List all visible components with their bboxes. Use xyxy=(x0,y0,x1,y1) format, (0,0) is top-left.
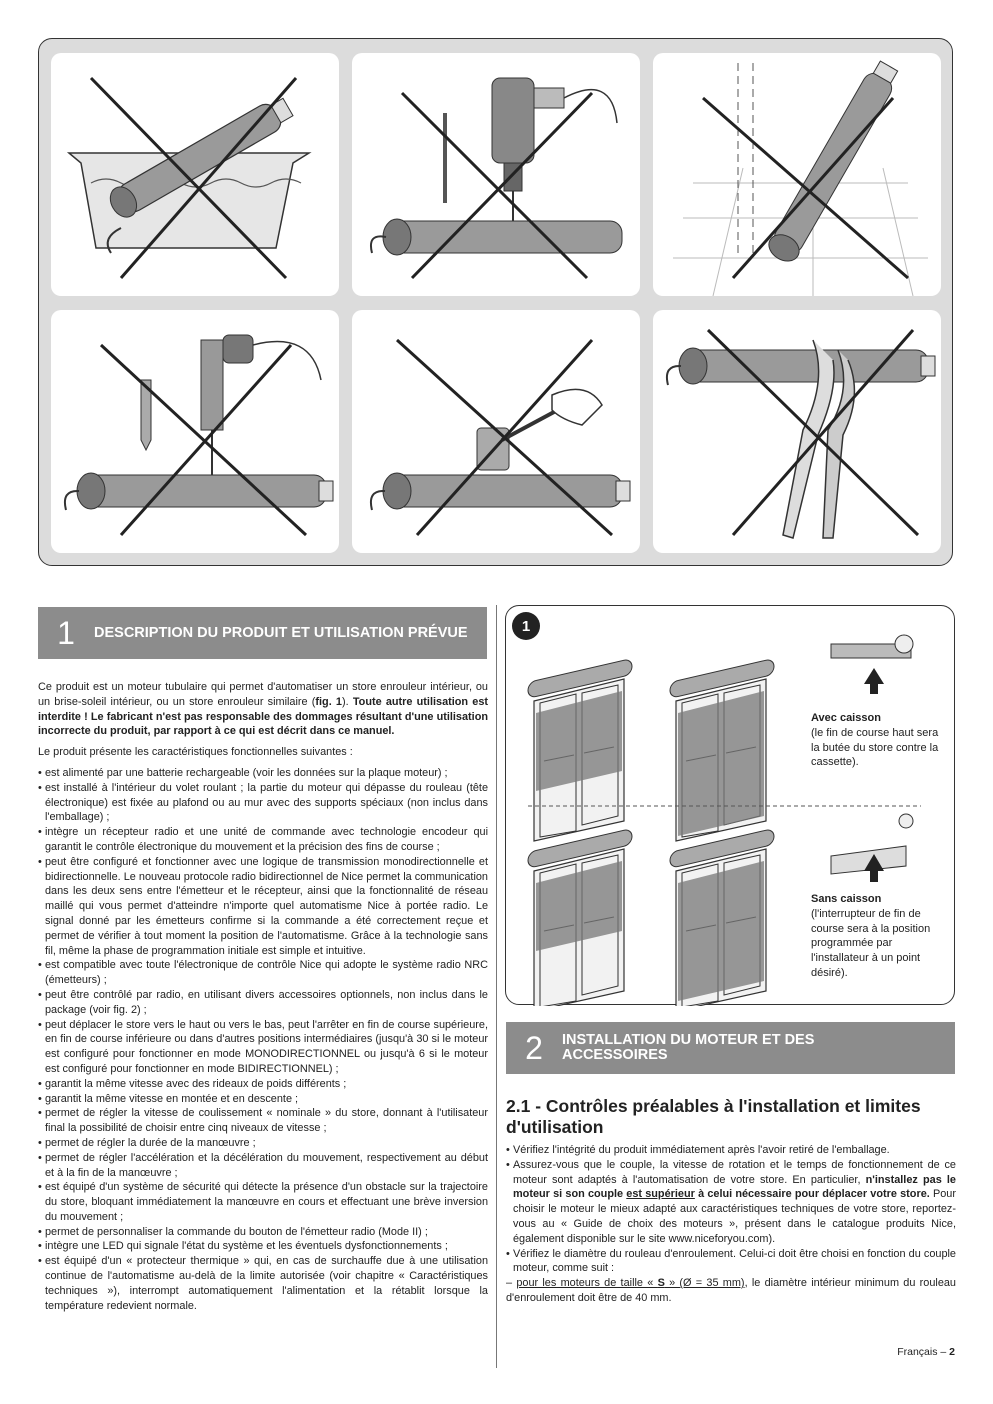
features-list xyxy=(38,766,488,1313)
diameter-rule: – pour les moteurs de taille « S » (Ø = 35 mm), le diamètre intérieur minimum du rouleau d'enroulement doit être de 40 mm. xyxy=(506,1277,956,1304)
feature-item: • est installé à l'intérieur du volet roulant ; la partie du moteur qui dépasse du rouleau (tête électronique) est fixée au plafond ou au mur avec des supports spéciaux (non inclus dans l'emballage) ; xyxy=(38,781,488,825)
warnings-illustration-frame xyxy=(38,38,953,566)
section-2-title: INSTALLATION DU MOTEUR ET DES ACCESSOIRES xyxy=(562,1032,815,1063)
torque-guide-text: Pour choisir le moteur le mieux adapté aux caractéristiques techniques de votre store, reportez-vous au « Guide de choix des moteurs », présent dans le catalogue produits Nice, également disponible sur le site www.niceforyou.com). xyxy=(513,1188,956,1245)
features-lead: Le produit présente les caractéristiques fonctionnelles suivantes : xyxy=(38,746,353,759)
no-drilling-illustration xyxy=(352,53,640,296)
feature-item: • permet de personnaliser la commande du bouton de l'émetteur radio (Mode II) ; xyxy=(38,1225,488,1240)
feature-item: • peut être contrôlé par radio, en utilisant divers accessoires optionnels, non inclus dans le package (voir fig. 2) ; xyxy=(38,988,488,1018)
section-2-number: 2 xyxy=(525,1029,543,1066)
section-1-header xyxy=(38,607,487,659)
column-divider xyxy=(496,605,497,1368)
section-1-title: DESCRIPTION DU PRODUIT ET UTILISATION PRÉVUE xyxy=(94,624,468,641)
sans-caisson-title: Sans caisson xyxy=(811,893,882,905)
feature-item: • permet de régler la durée de la manœuvre ; xyxy=(38,1136,488,1151)
figure-1-frame xyxy=(505,605,955,1005)
diameter-rule-a: pour les moteurs de taille « xyxy=(516,1277,658,1290)
avec-caisson-text: (le fin de course haut sera la butée du store contre la cassette). xyxy=(811,726,939,769)
torque-text: Assurez-vous que le couple, la vitesse de rotation et le temps de fonctionnement de ce moteur sont adaptés à l'automatisation de votre store. En particulier, xyxy=(513,1158,956,1186)
section-1-body xyxy=(38,680,488,1313)
no-dropping-illustration xyxy=(653,53,941,296)
sans-caisson-caption xyxy=(811,892,946,981)
intro-fig-ref: fig. 1 xyxy=(315,695,342,708)
section-1-number: 1 xyxy=(57,614,75,651)
subsection-2-1-title: 2.1 - Contrôles préalables à l'installation et limites d'utilisation xyxy=(506,1096,921,1137)
check-item-torque xyxy=(506,1158,956,1247)
figure-1-badge: 1 xyxy=(512,612,540,640)
torque-warning-a: n'installez pas le moteur si son couple xyxy=(513,1173,956,1201)
no-pliers-illustration xyxy=(653,310,941,553)
avec-caisson-title: Avec caisson xyxy=(811,712,881,724)
feature-item: • est alimenté par une batterie rechargeable (voir les données sur la plaque moteur) ; xyxy=(38,766,488,781)
check-item: • Vérifiez l'intégrité du produit immédiatement après l'avoir retiré de l'emballage. xyxy=(506,1143,956,1158)
feature-item: • peut déplacer le store vers le haut ou vers le bas, peut l'arrêter en fin de course supérieure, en fin de course inférieure ou dans d'autres positions intermédiaires (jusqu'à 30 si le moteur est configuré pour fonctionner en mode MONODIRECTIONNEL ou jusqu'à 6 si le moteur est configuré pour fonctionner en mode BIDIRECTIONNEL) ; xyxy=(38,1018,488,1077)
intro-close: ). xyxy=(341,695,353,708)
feature-item: • peut être configuré et fonctionner avec une logique de transmission monodirectionnelle et bidirectionnelle. Le nouveau protocole radio bidirectionnel de Nice permet la communication dans les deux sens entre l'émetteur et le récepteur, ainsi que la fonctionnalité de réseau maillé qui vous permet d'atteindre n'importe quel automatisme Nice à portée radio. Le signal donné par les émetteurs confirme si la commande a été correctement reçue et permet de vérifier à tout moment la position de l'automatisme. Grâce à la technologie sans fil, même la phase de programmation initiale est simple et intuitive. xyxy=(38,855,488,959)
avec-caisson-caption xyxy=(811,711,946,770)
checks-list xyxy=(506,1143,956,1276)
check-item-diameter: • Vérifiez le diamètre du rouleau d'enroulement. Celui-ci doit être choisi en fonction du couple moteur, comme suit : xyxy=(506,1247,956,1277)
feature-item: • est compatible avec toute l'électronique de contrôle Nice qui adopte le système radio NRC (émetteurs) ; xyxy=(38,958,488,988)
torque-warning-b: à celui nécessaire pour déplacer votre store. xyxy=(694,1188,930,1201)
feature-item: • permet de régler la vitesse de coulissement « nominale » du store, donnant à l'utilisateur final la possibilité de choisir entre cinq niveaux de vitesse ; xyxy=(38,1106,488,1136)
no-water-immersion-illustration xyxy=(51,53,339,296)
feature-item: • intègre une LED qui signale l'état du système et les éventuels dysfonctionnements ; xyxy=(38,1239,488,1254)
feature-item: • est équipé d'un « protecteur thermique » qui, en cas de surchauffe due à une utilisation continue de l'automatisme au-delà de la limite autorisée (voir chapitre « Caractéristiques techniques »), interrompt automatiquement l'alimentation et la rétablit lorsque la température redevient normale. xyxy=(38,1254,488,1313)
intro-paragraph xyxy=(38,680,488,739)
torque-warning-underlined: est supérieur xyxy=(626,1188,695,1201)
section-2-header xyxy=(506,1022,955,1074)
sans-caisson-text: (l'interrupteur de fin de course sera à la position programmée par l'installateur à un point désiré). xyxy=(811,907,931,979)
no-hammering-illustration xyxy=(352,310,640,553)
feature-item: • est équipé d'un système de sécurité qui détecte la présence d'un obstacle sur la trajectoire du store, bloquant immédiatement la manœuvre en cours et effectuant une brève inversion du mouvement ; xyxy=(38,1180,488,1224)
no-screwing-illustration xyxy=(51,310,339,553)
section-2-1-body xyxy=(506,1143,956,1306)
page-footer xyxy=(897,1346,955,1358)
feature-item: • garantit la même vitesse en montée et en descente ; xyxy=(38,1092,488,1107)
feature-item: • permet de régler l'accélération et la décélération du mouvement, respectivement au début et à la fin de la manœuvre ; xyxy=(38,1151,488,1181)
intro-text: Ce produit est un moteur tubulaire qui permet d'automatiser un store enrouleur intérieur, ou un brise-soleil intérieur, ou un store enrouleur similaire ( xyxy=(38,681,488,708)
intro-warning: Toute autre utilisation est interdite ! Le fabricant n'est pas responsable des dommages résultant d'une utilisation incorrecte du produit, par rapport à ce qui est décrit dans ce manuel. xyxy=(38,695,489,738)
page-number: 2 xyxy=(949,1346,955,1358)
diameter-rule-b: » (Ø = 35 mm) xyxy=(664,1277,745,1290)
footer-language: Français – xyxy=(897,1346,950,1358)
diameter-rule-rest: , le diamètre intérieur minimum du rouleau d'enroulement doit être de 40 mm. xyxy=(506,1277,956,1304)
feature-item: • intègre un récepteur radio et une unité de commande avec technologie encodeur qui garantit le contrôle électronique du mouvement et la précision des fins de course ; xyxy=(38,825,488,855)
feature-item: • garantit la même vitesse avec des rideaux de poids différents ; xyxy=(38,1077,488,1092)
diameter-rule-size: S xyxy=(657,1277,665,1290)
